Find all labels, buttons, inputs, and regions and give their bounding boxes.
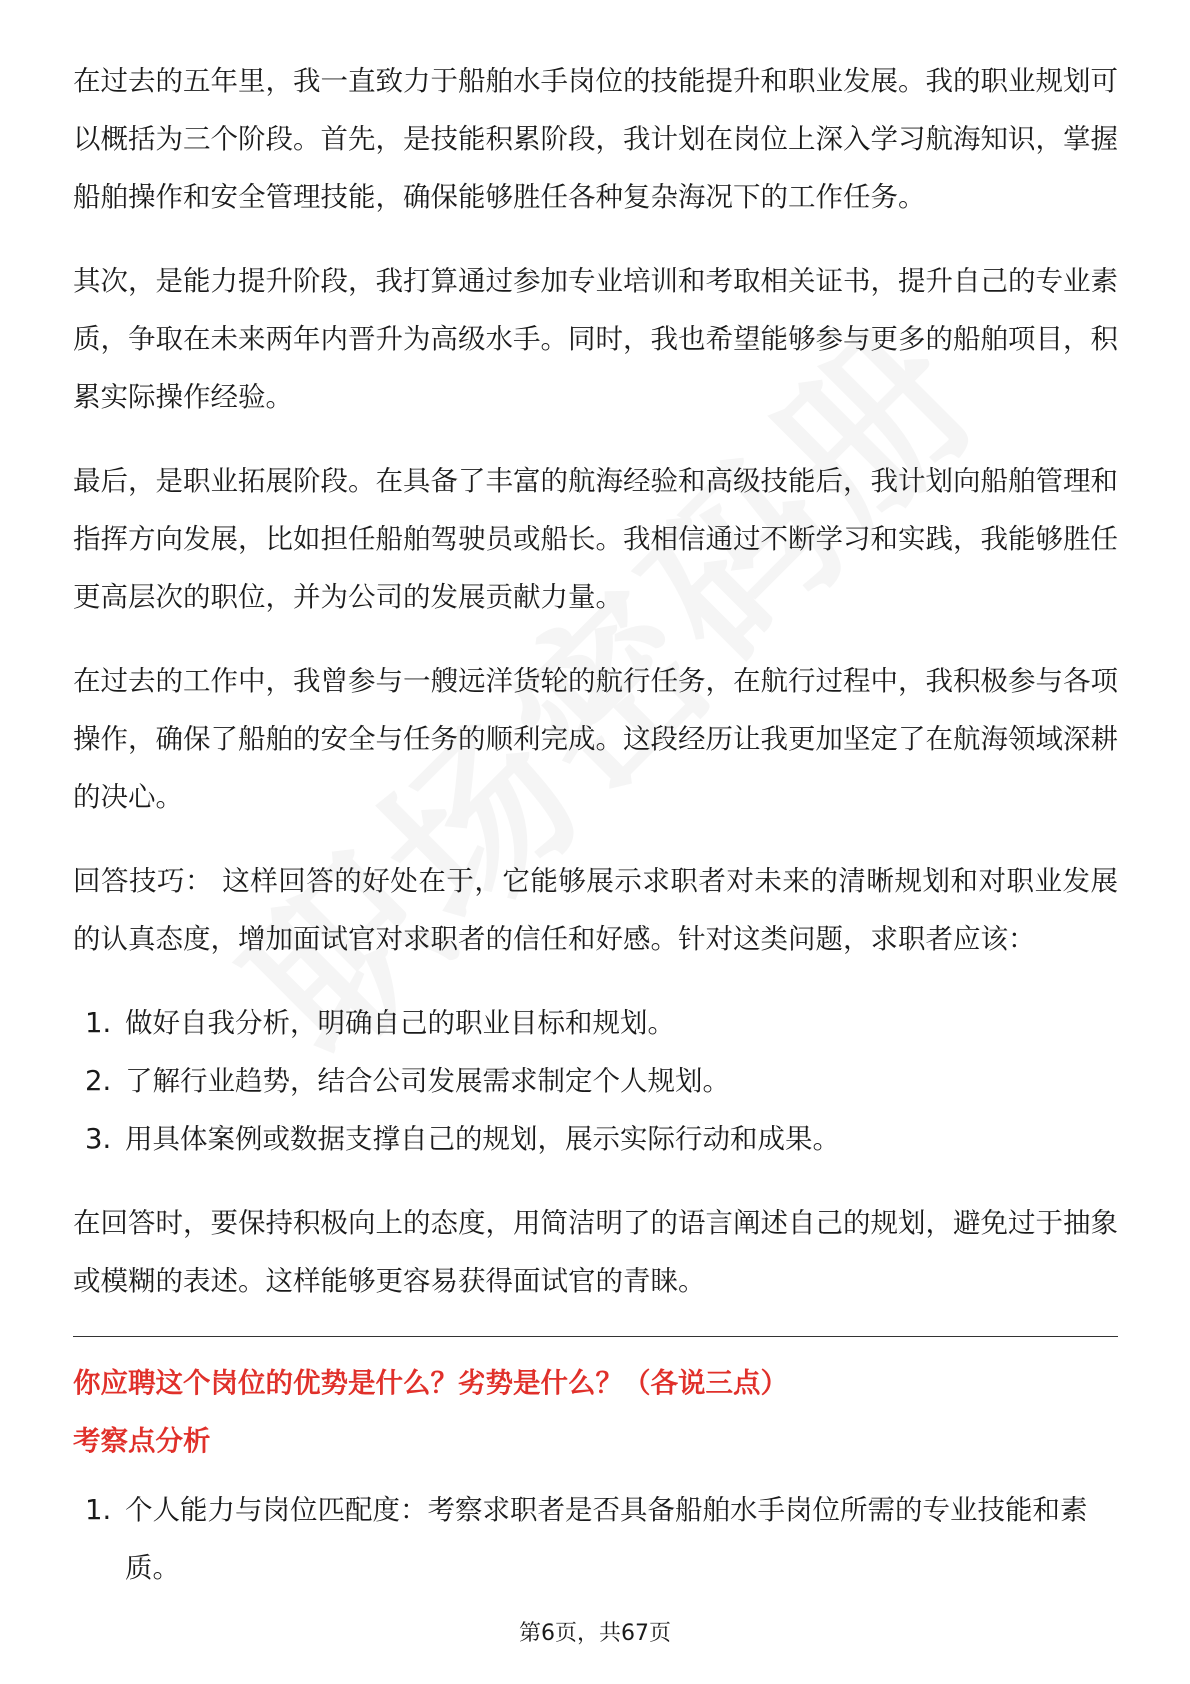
paragraph-answer-tips: 回答技巧： 这样回答的好处在于，它能够展示求职者对未来的清晰规划和对职业发展的认真态度，增加面试官对求职者的信任和好感。针对这类问题，求职者应该： bbox=[73, 865, 1118, 955]
paragraph-past-experience: 在过去的工作中，我曾参与一艘远洋货轮的航行任务，在航行过程中，我积极参与各项操作，确保了船舶的安全与任务的顺利完成。这段经历让我更加坚定了在航海领域深耕的决心。 bbox=[73, 665, 1118, 813]
paragraph-closing: 在回答时，要保持积极向上的态度，用简洁明了的语言阐述自己的规划，避免过于抽象或模糊的表述。这样能够更容易获得面试官的青睐。 bbox=[73, 1207, 1118, 1297]
question-heading: 你应聘这个岗位的优势是什么？劣势是什么？（各说三点） bbox=[73, 1367, 788, 1399]
list-item-text: 个人能力与岗位匹配度：考察求职者是否具备船舶水手岗位所需的专业技能和素质。 bbox=[125, 1494, 1088, 1584]
analysis-list bbox=[73, 1481, 1118, 1597]
list-item-number: 2. bbox=[85, 1065, 112, 1097]
page-content bbox=[73, 52, 1118, 1623]
tips-list bbox=[73, 994, 1118, 1168]
section-divider bbox=[73, 1336, 1118, 1337]
list-item bbox=[73, 994, 1118, 1052]
list-item-number: 3. bbox=[85, 1123, 112, 1155]
analysis-heading: 考察点分析 bbox=[73, 1425, 211, 1457]
list-item-text: 做好自我分析，明确自己的职业目标和规划。 bbox=[125, 1007, 675, 1039]
list-item bbox=[73, 1481, 1118, 1597]
list-item-number: 1. bbox=[85, 1494, 112, 1526]
paragraph-career-plan-intro: 在过去的五年里，我一直致力于船舶水手岗位的技能提升和职业发展。我的职业规划可以概括为三个阶段。首先，是技能积累阶段，我计划在岗位上深入学习航海知识，掌握船舶操作和安全管理技能，确保能够胜任各种复杂海况下的工作任务。 bbox=[73, 65, 1118, 213]
list-item-text: 了解行业趋势，结合公司发展需求制定个人规划。 bbox=[125, 1065, 730, 1097]
page-footer: 第6页，共67页 bbox=[519, 1621, 671, 1646]
list-item-number: 1. bbox=[85, 1007, 112, 1039]
paragraph-expansion-stage: 最后，是职业拓展阶段。在具备了丰富的航海经验和高级技能后，我计划向船舶管理和指挥方向发展，比如担任船舶驾驶员或船长。我相信通过不断学习和实践，我能够胜任更高层次的职位，并为公司的发展贡献力量。 bbox=[73, 465, 1118, 613]
list-item bbox=[73, 1110, 1118, 1168]
paragraph-ability-stage: 其次，是能力提升阶段，我打算通过参加专业培训和考取相关证书，提升自己的专业素质，争取在未来两年内晋升为高级水手。同时，我也希望能够参与更多的船舶项目，积累实际操作经验。 bbox=[73, 265, 1118, 413]
list-item bbox=[73, 1052, 1118, 1110]
list-item-text: 用具体案例或数据支撑自己的规划，展示实际行动和成果。 bbox=[125, 1123, 840, 1155]
